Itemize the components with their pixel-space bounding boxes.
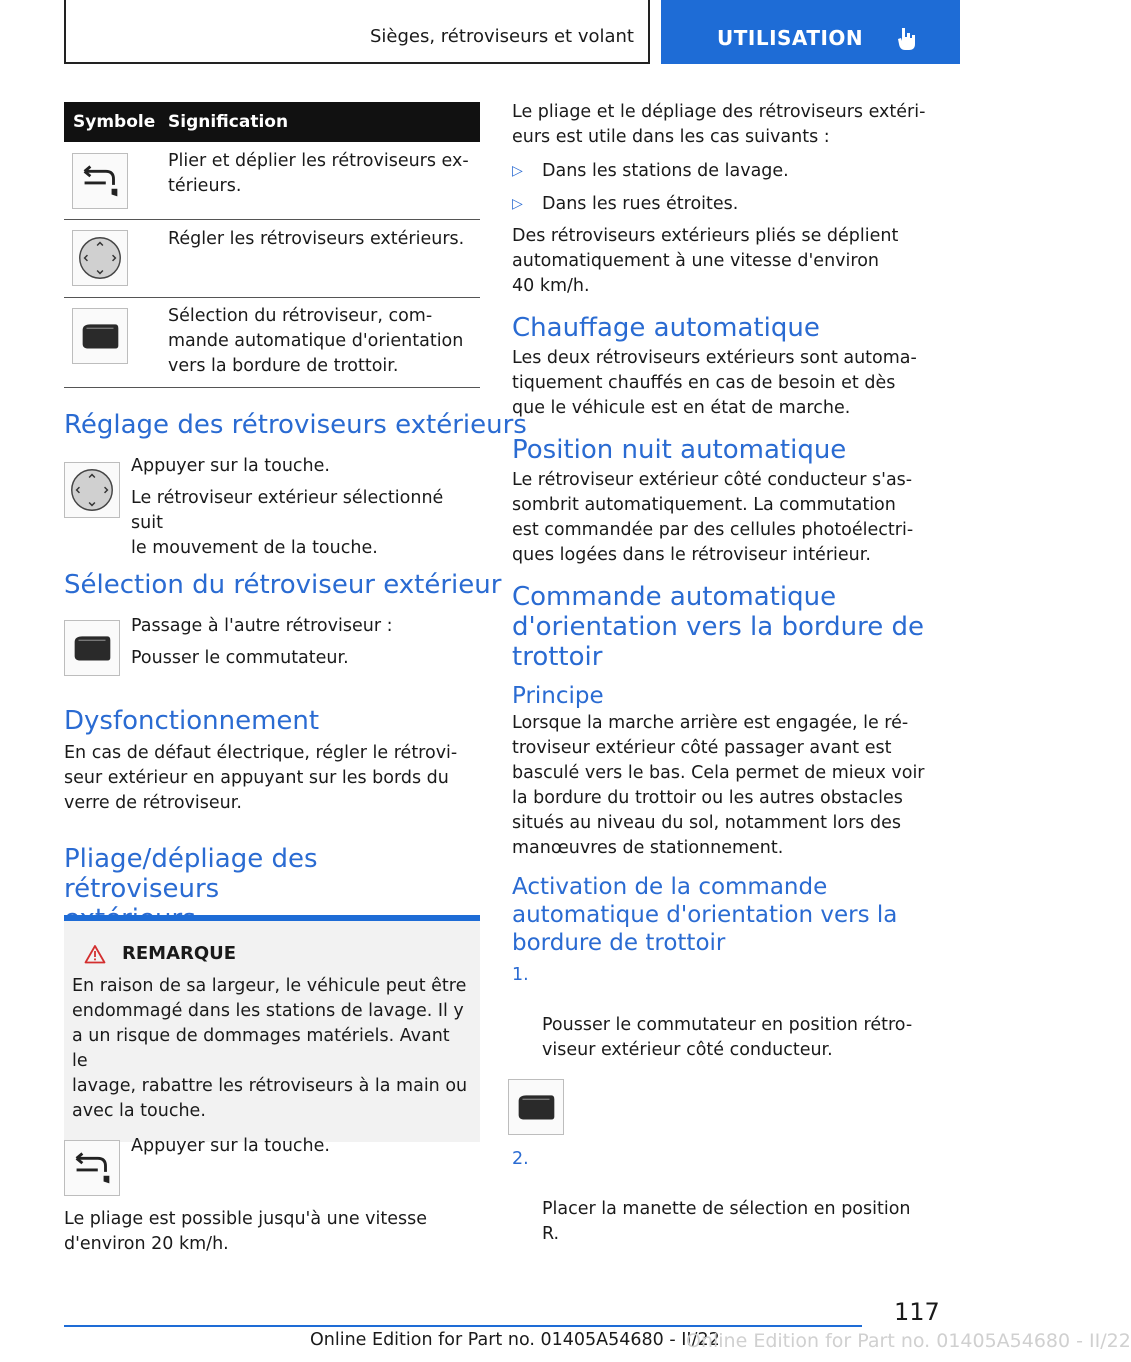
table-row	[64, 142, 480, 220]
watermark: Online Edition for Part no. 01405A54680 - II/22	[686, 1330, 1131, 1352]
pliage-instruction: Appuyer sur la touche.	[131, 1136, 330, 1156]
warning-title	[84, 943, 470, 964]
selection-instruction: Passage à l'autre rétroviseur :	[131, 616, 393, 636]
header-section-box	[64, 0, 650, 64]
chapter-tab[interactable]	[661, 0, 960, 64]
triangle-bullet-icon: ▷	[512, 196, 523, 212]
warning-box	[64, 915, 480, 1142]
warning-triangle-icon	[84, 944, 106, 964]
heading-commande: Commande automatique d'orientation vers la bordure de trottoir	[512, 582, 924, 672]
chauffage-text: Les deux rétroviseurs extérieurs sont automa- tiquement chauffés en cas de besoin et dès que le véhicule est en état de marche.	[512, 348, 917, 418]
step-text: Pousser le commutateur en position rétro- viseur extérieur côté conducteur.	[542, 1015, 913, 1060]
table-cell-meaning: Plier et déplier les rétroviseurs ex- térieurs.	[168, 151, 469, 196]
list-item-text: Dans les rues étroites.	[542, 194, 739, 214]
position-nuit-text: Le rétroviseur extérieur côté conducteur s'as- sombrit automatiquement. La commutation est commandée par des cellules photoélectri- ques logées dans le rétroviseur intérieur.	[512, 470, 914, 565]
page-number: 117	[894, 1298, 940, 1326]
left-column	[64, 102, 527, 1254]
warning-title-text: REMARQUE	[122, 943, 237, 964]
pliage-block	[64, 1134, 480, 1159]
warning-text: En raison de sa largeur, le véhicule peut être endommagé dans les stations de lavage. Il y a un risque de dommages matériels. Avant le lavage, rabattre les rétroviseurs à la main ou avec la touche.	[72, 976, 468, 1121]
mirror-adjust-button-icon	[64, 462, 120, 518]
table-header	[64, 102, 480, 142]
principe-text: Lorsque la marche arrière est engagée, le ré- troviseur extérieur côté passager avant est basculé vers le bas. Cela permet de mieux voir la bordure du trottoir ou les autres obstacles situés au niveau du sol, notamment lors des manœuvres de stationnement.	[512, 713, 925, 858]
table-cell-meaning: Sélection du rétroviseur, com- mande automatique d'orientation vers la bordure de trottoir.	[168, 306, 464, 376]
mirror-select-switch-icon	[64, 620, 120, 676]
pliage-speed-text: Le pliage est possible jusqu'à une vitesse d'environ 20 km/h.	[64, 1209, 428, 1254]
heading-principe: Principe	[512, 683, 604, 709]
heading-chauffage: Chauffage automatique	[512, 313, 820, 343]
right-column	[512, 100, 926, 1247]
selection-block	[64, 614, 480, 671]
footer-edition: Online Edition for Part no. 01405A54680 - II/22	[310, 1330, 720, 1350]
chapter-title: UTILISATION	[717, 26, 864, 50]
column-header-meaning: Signification	[168, 112, 289, 132]
deplient-text: Des rétroviseurs extérieurs pliés se déplient automatiquement à une vitesse d'environ 40 km/h.	[512, 226, 899, 296]
table-row	[64, 298, 480, 388]
triangle-bullet-icon: ▷	[512, 163, 523, 179]
footer-divider	[64, 1325, 862, 1327]
table-cell-meaning: Régler les rétroviseurs extérieurs.	[168, 229, 465, 249]
reglage-description: Le rétroviseur extérieur sélectionné suit le mouvement de la touche.	[131, 488, 444, 558]
heading-pliage: Pliage/dépliage des rétroviseurs	[64, 844, 318, 904]
column-header-symbol: Symbole	[73, 112, 156, 132]
mirror-select-switch-icon	[508, 1079, 564, 1135]
step-1	[512, 963, 926, 1063]
step-text: Placer la manette de sélection en position R.	[542, 1199, 911, 1244]
pliage-intro: Le pliage et le dépliage des rétroviseurs extéri- eurs est utile dans les cas suivants :	[512, 102, 926, 147]
section-title: Sièges, rétroviseurs et volant	[369, 26, 634, 47]
reglage-block	[64, 454, 480, 561]
table-row	[64, 220, 480, 298]
mirror-fold-button-icon	[72, 153, 128, 209]
heading-selection: Sélection du rétroviseur extérieur	[64, 570, 502, 600]
list-item-text: Dans les stations de lavage.	[542, 161, 789, 181]
heading-dysfonctionnement: Dysfonctionnement	[64, 706, 320, 736]
mirror-select-switch-icon	[72, 308, 128, 364]
step-number: 1.	[512, 965, 529, 985]
list-item	[512, 192, 926, 217]
reglage-instruction: Appuyer sur la touche.	[131, 456, 330, 476]
selection-description: Pousser le commutateur.	[131, 648, 349, 668]
dysfonctionnement-text: En cas de défaut électrique, régler le rétrovi- seur extérieur en appuyant sur les bords du verre de rétroviseur.	[64, 743, 458, 813]
step-2	[512, 1147, 926, 1247]
mirror-adjust-button-icon	[72, 230, 128, 286]
list-item	[512, 159, 926, 184]
heading-activation: Activation de la commande automatique d'orientation vers la bordure de trottoir	[512, 874, 898, 956]
step-number: 2.	[512, 1149, 529, 1169]
mirror-fold-button-icon	[64, 1140, 120, 1196]
heading-reglage: Réglage des rétroviseurs extérieurs	[64, 410, 527, 440]
hand-pointer-icon	[897, 24, 919, 52]
heading-position-nuit: Position nuit automatique	[512, 435, 847, 465]
